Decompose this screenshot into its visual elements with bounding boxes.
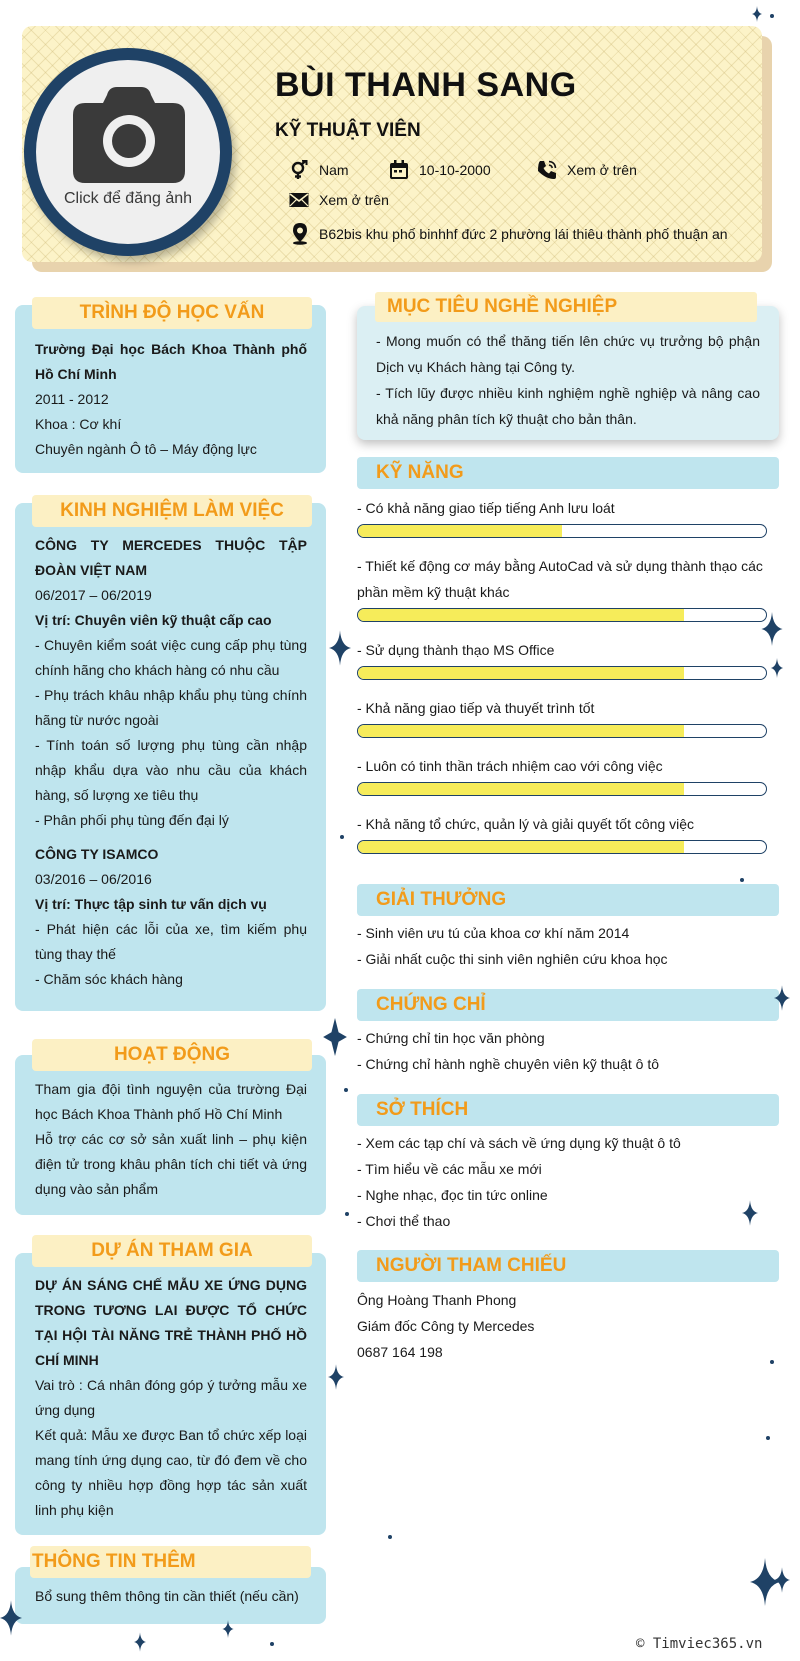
birthday-value: 10-10-2000 (419, 162, 491, 178)
skill-bar (357, 840, 767, 854)
address-field[interactable] (291, 223, 728, 245)
sparkle-star-icon (742, 1200, 758, 1226)
goal-item: - Mong muốn có thể thăng tiến lên chức vụ trưởng bộ phận Dịch vụ Khách hàng tại Công ty. (376, 333, 760, 375)
award-item: - Giải nhất cuộc thi sinh viên nghiên cứu khoa học (357, 951, 668, 967)
reference-phone: 0687 164 198 (357, 1344, 443, 1360)
decor-dot (270, 1642, 274, 1646)
education-title[interactable]: TRÌNH ĐỘ HỌC VẤN (32, 297, 312, 329)
skill-bar-fill (358, 783, 684, 795)
award-item: - Sinh viên ưu tú của khoa cơ khí năm 2014 (357, 925, 630, 941)
hobbies-body[interactable] (357, 1130, 777, 1234)
decor-dot (740, 878, 744, 882)
sparkle-star-icon (0, 1598, 22, 1638)
job-duty: - Phụ trách khâu nhập khẩu phụ tùng chính hãng từ nước ngoài (35, 687, 307, 728)
job-company: CÔNG TY ISAMCO (35, 846, 159, 862)
skill-label[interactable]: - Khả năng tổ chức, quản lý và giải quyết tốt công việc (357, 816, 695, 832)
project-role: Vai trò : Cá nhân đóng góp ý tưởng mẫu xe ứng dụng (35, 1377, 307, 1418)
gender-field[interactable] (289, 160, 349, 180)
calendar-icon (389, 160, 409, 180)
skill-bar (357, 666, 767, 680)
sparkle-star-icon (134, 1632, 146, 1652)
skill-label[interactable]: - Khả năng giao tiếp và thuyết trình tốt (357, 700, 595, 716)
reference-job: Giám đốc Công ty Mercedes (357, 1318, 535, 1334)
activities-body[interactable] (35, 1077, 307, 1202)
avatar-upload-label[interactable]: Click để đăng ảnh (63, 190, 193, 207)
map-pin-icon (291, 223, 309, 245)
decor-dot (766, 1436, 770, 1440)
education-faculty: Khoa : Cơ khí (35, 416, 122, 432)
goals-body[interactable] (376, 328, 760, 432)
skill-bar-fill (358, 609, 684, 621)
skill-bar (357, 724, 767, 738)
hobby-item: - Chơi thể thao (357, 1213, 451, 1229)
sparkle-star-icon (770, 658, 784, 678)
skill-bar (357, 608, 767, 622)
job-role: Vị trí: Thực tập sinh tư vấn dịch vụ (35, 896, 267, 912)
skill-label[interactable]: - Thiết kế động cơ máy bằng AutoCad và sử dụng thành thạo các phần mềm kỹ thuật khác (357, 558, 763, 600)
skill-bar (357, 524, 767, 538)
job-duty: - Tính toán số lượng phụ tùng cần nhập nhập khẩu dựa vào nhu cầu của khách hàng, số lượng xe tiêu thụ (35, 737, 307, 803)
decor-dot (340, 835, 344, 839)
reference-name: Ông Hoàng Thanh Phong (357, 1292, 517, 1308)
activities-title[interactable]: HOẠT ĐỘNG (32, 1039, 312, 1071)
skill-bar-fill (358, 525, 562, 537)
certificate-item: - Chứng chỉ tin học văn phòng (357, 1030, 545, 1046)
job-period: 06/2017 – 06/2019 (35, 587, 152, 603)
candidate-name[interactable]: BÙI THANH SANG (275, 66, 577, 104)
goal-item: - Tích lũy được nhiều kinh nghiệm nghề nghiệp và nâng cao khả năng phân tích kỹ thuật cho bản thân. (376, 385, 760, 427)
sparkle-star-icon (774, 980, 790, 1016)
sparkle-star-icon (328, 1364, 344, 1390)
skill-label[interactable]: - Luôn có tinh thần trách nhiệm cao với công việc (357, 758, 663, 774)
skill-bar-fill (358, 725, 684, 737)
gender-value: Nam (319, 162, 349, 178)
sparkle-star-icon (329, 630, 351, 666)
job-period: 03/2016 – 06/2016 (35, 871, 152, 887)
projects-title[interactable]: DỰ ÁN THAM GIA (32, 1235, 312, 1267)
phone-field[interactable] (537, 160, 637, 180)
references-body[interactable] (357, 1287, 777, 1365)
skill-label[interactable]: - Có khả năng giao tiếp tiếng Anh lưu loát (357, 500, 615, 516)
decor-dot (388, 1535, 392, 1539)
sparkle-star-icon (752, 6, 762, 22)
phone-icon (537, 160, 557, 180)
project-name: DỰ ÁN SÁNG CHẾ MẪU XE ỨNG DỤNG TRONG TƯƠNG LAI ĐƯỢC TỔ CHỨC TẠI HỘI TÀI NĂNG TRẺ THÀNH PHỐ HỒ CHÍ MINH (35, 1277, 307, 1368)
extra-text[interactable]: Bổ sung thêm thông tin cần thiết (nếu cần) (35, 1588, 299, 1604)
hobby-item: - Xem các tạp chí và sách về ứng dụng kỹ thuật ô tô (357, 1135, 681, 1151)
skills-title[interactable]: KỸ NĂNG (376, 462, 464, 483)
skill-bar (357, 782, 767, 796)
job-duty: - Phân phối phụ tùng đến đại lý (35, 812, 229, 828)
job-role: Vị trí: Chuyên viên kỹ thuật cấp cao (35, 612, 272, 628)
projects-body[interactable] (35, 1273, 307, 1523)
skill-bar-fill (358, 841, 684, 853)
decor-dot (770, 14, 774, 18)
gender-icon (289, 160, 309, 180)
education-school: Trường Đại học Bách Khoa Thành phố Hồ Chí Minh (35, 341, 307, 382)
certificate-item: - Chứng chỉ hành nghề chuyên viên kỹ thuật ô tô (357, 1056, 660, 1072)
candidate-position[interactable]: KỸ THUẬT VIÊN (275, 120, 421, 141)
activity-item: Tham gia đội tình nguyện của trường Đại học Bách Khoa Thành phố Hồ Chí Minh (35, 1081, 307, 1122)
job-duty: - Chăm sóc khách hàng (35, 971, 183, 987)
envelope-icon (289, 192, 309, 208)
skill-label[interactable]: - Sử dụng thành thạo MS Office (357, 642, 555, 658)
certificates-body[interactable] (357, 1025, 777, 1077)
certificates-title[interactable]: CHỨNG CHỈ (376, 994, 486, 1015)
hobbies-title[interactable]: SỞ THÍCH (376, 1099, 469, 1120)
awards-body[interactable] (357, 920, 777, 972)
awards-title[interactable]: GIẢI THƯỞNG (376, 889, 507, 910)
references-title[interactable]: NGƯỜI THAM CHIẾU (376, 1255, 567, 1276)
camera-icon[interactable] (73, 85, 185, 183)
education-body[interactable] (35, 337, 307, 462)
birthday-field[interactable] (389, 160, 491, 180)
email-value: Xem ở trên (319, 192, 389, 208)
hobby-item: - Nghe nhạc, đọc tin tức online (357, 1187, 548, 1203)
skill-bar-fill (358, 667, 684, 679)
job-company: CÔNG TY MERCEDES THUỘC TẬP ĐOÀN VIỆT NAM (35, 537, 307, 578)
goals-title[interactable]: MỤC TIÊU NGHỀ NGHIỆP (375, 292, 757, 322)
decor-dot (770, 1360, 774, 1364)
sparkle-star-icon (774, 1566, 790, 1594)
phone-value: Xem ở trên (567, 162, 637, 178)
sparkle-star-icon (222, 1620, 234, 1638)
sparkle-star-icon (322, 1018, 348, 1056)
education-major: Chuyên ngành Ô tô – Máy động lực (35, 441, 257, 457)
experience-title[interactable]: KINH NGHIỆM LÀM VIỆC (32, 495, 312, 527)
extra-title[interactable]: THÔNG TIN THÊM (30, 1546, 311, 1578)
email-field[interactable] (289, 192, 389, 208)
project-result: Kết quả: Mẫu xe được Ban tổ chức xếp loại mang tính ứng dụng cao, từ đó đem về cho công ty nhiều hợp đồng hợp tác sản xuất linh phụ kiện (35, 1427, 307, 1518)
experience-body[interactable] (35, 533, 307, 992)
sparkle-star-icon (758, 612, 786, 646)
education-years: 2011 - 2012 (35, 391, 109, 407)
decor-dot (344, 1088, 348, 1092)
job-duty: - Chuyên kiểm soát việc cung cấp phụ tùng chính hãng cho khách hàng có nhu cầu (35, 637, 307, 678)
hobby-item: - Tìm hiểu về các mẫu xe mới (357, 1161, 542, 1177)
activity-item: Hỗ trợ các cơ sở sản xuất linh – phụ kiện điện tử trong khâu phân tích chi tiết và ứng dụng vào sản phẩm (35, 1131, 307, 1197)
decor-dot (345, 1212, 349, 1216)
site-watermark: © Timviec365.vn (636, 1636, 763, 1652)
job-duty: - Phát hiện các lỗi của xe, tìm kiếm phụ tùng thay thế (35, 921, 307, 962)
address-value: B62bis khu phố binhhf đức 2 phường lái thiêu thành phố thuận an (319, 226, 728, 242)
